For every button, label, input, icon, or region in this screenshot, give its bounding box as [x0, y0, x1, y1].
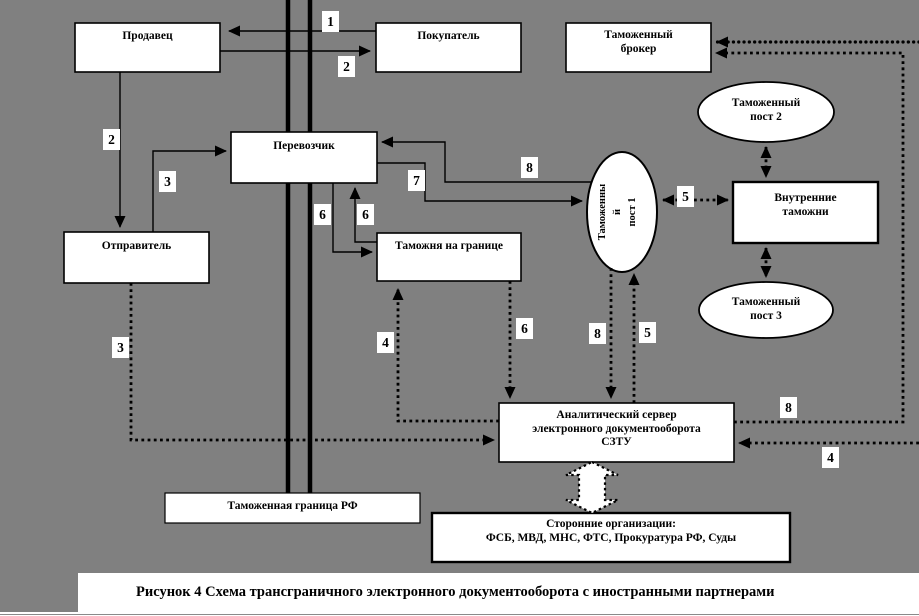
flow-label-6-right: 6: [357, 204, 374, 225]
seller-label: Продавец: [122, 30, 173, 42]
flow-label-8-vert: 8: [589, 323, 606, 344]
dotted-3-sender-to-server: [131, 283, 494, 440]
flow-label-1: 1: [322, 11, 339, 32]
flow-label-4-mid: 4: [377, 332, 394, 353]
flow-label-3-dotted: 3: [112, 337, 129, 358]
caption-box: [78, 573, 919, 612]
bottom-rule: [0, 614, 919, 615]
flow-label-2-left: 2: [103, 129, 120, 150]
flow-label-5-horiz: 5: [677, 186, 694, 207]
customs-post1-label: Таможенны й пост 1: [597, 183, 638, 241]
buyer-label: Покупатель: [417, 30, 480, 42]
broker-label: Таможенный брокер: [604, 29, 673, 55]
customs-border-double-line: [288, 0, 310, 493]
sender-label: Отправитель: [101, 240, 172, 252]
flow-label-7: 7: [408, 170, 425, 191]
customs-post3-label: Таможенный пост 3: [731, 296, 801, 322]
flow-label-6-left: 6: [314, 204, 331, 225]
flow-label-4-right: 4: [822, 447, 839, 468]
flow-label-5-vert: 5: [639, 322, 656, 343]
internal-customs-label: Внутренние таможни: [774, 192, 837, 218]
figure-caption: Рисунок 4 Схема трансграничного электронного документооборота с иностранными партнерами: [136, 584, 775, 600]
carrier-label: Перевозчик: [273, 140, 335, 152]
border-customs-label: Таможня на границе: [395, 240, 503, 252]
flow-label-3-left: 3: [159, 171, 176, 192]
flow-label-8-right: 8: [780, 397, 797, 418]
dotted-4-server-to-border-customs: [398, 289, 499, 421]
flow-label-6-dotted: 6: [516, 318, 533, 339]
analytics-server-label: Аналитический сервер электронного документооборота СЗТУ: [532, 409, 701, 448]
customs-border-rf-label: Таможенная граница РФ: [227, 500, 358, 512]
third-party-label: Сторонние организации: ФСБ, МВД, МНС, ФТС, Прокуратура РФ, Суды: [485, 518, 737, 544]
customs-post2-label: Таможенный пост 2: [731, 97, 801, 123]
fat-double-arrow-server-third-party: [566, 462, 618, 513]
flow-label-8-solid: 8: [521, 157, 538, 178]
flow-label-2-top: 2: [338, 56, 355, 77]
